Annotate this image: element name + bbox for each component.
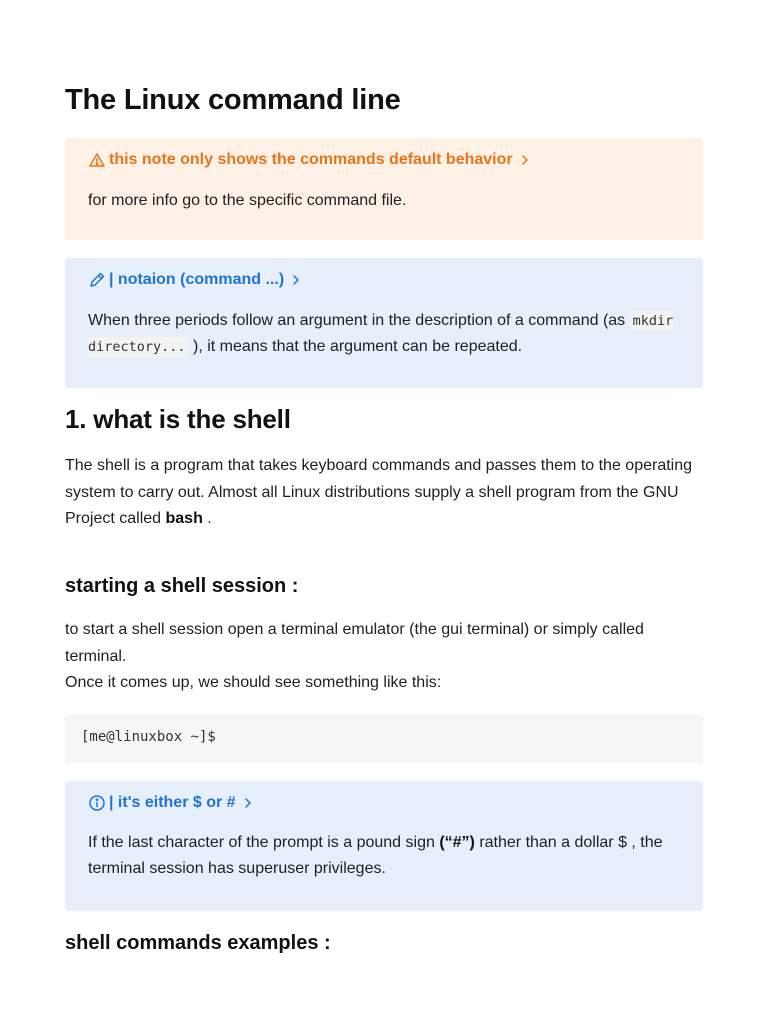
page-title: The Linux command line (65, 84, 401, 116)
callout-notation-text-before: When three periods follow an argument in the description of a command (as (88, 312, 630, 329)
callout-info (65, 781, 703, 911)
section-heading-what-is-shell: 1. what is the shell (65, 404, 291, 434)
prompt-code-text: [me@linuxbox ~]$ (81, 729, 216, 745)
pound-sign-bold: (“#”) (439, 834, 475, 851)
callout-warning-toggle[interactable] (88, 151, 530, 169)
starting-session-line2: Once it comes up, we should see something like this: (65, 674, 442, 691)
callout-info-toggle[interactable] (88, 794, 253, 812)
shell-description-end: . (202, 510, 212, 527)
callout-info-text-before: If the last character of the prompt is a pound sign (88, 834, 440, 851)
prompt-code-block (65, 714, 703, 763)
info-circle-icon (88, 794, 106, 812)
callout-notation (65, 258, 703, 388)
callout-warning-body: for more info go to the specific command file. (88, 192, 407, 209)
callout-notation-text-after: ), it means that the argument can be repeated. (188, 338, 523, 355)
starting-session-paragraph (65, 617, 703, 697)
chevron-right-icon (520, 154, 530, 166)
starting-session-line1: to start a shell session open a terminal emulator (the gui terminal) or simply called terminal. (65, 621, 644, 665)
shell-description-text: The shell is a program that takes keyboard commands and passes them to the operating system to carry out. Almost all Linux distributions supply a shell program from the GNU Project called (65, 457, 693, 527)
warning-triangle-icon (88, 151, 106, 169)
bash-keyword: bash (165, 510, 203, 527)
section-heading-shell-commands: shell commands examples : (65, 932, 331, 954)
section-heading-starting-session: starting a shell session : (65, 575, 299, 597)
callout-notation-toggle[interactable] (88, 271, 301, 289)
chevron-right-icon (291, 274, 301, 286)
pencil-icon (88, 271, 106, 289)
chevron-right-icon (243, 797, 253, 809)
callout-info-title: | it's either $ or # (109, 794, 236, 811)
shell-description-paragraph (65, 453, 703, 533)
callout-notation-body (88, 308, 683, 360)
callout-notation-title: | notaion (command ...) (109, 271, 285, 288)
callout-warning-title: this note only shows the commands default behavior (109, 151, 513, 168)
callout-info-text-after: rather than a dollar $ , the terminal session has superuser privileges. (88, 834, 663, 877)
callout-info-body (88, 830, 683, 882)
callout-warning (65, 138, 703, 240)
inline-code-mkdir: mkdir directory... (88, 313, 674, 355)
